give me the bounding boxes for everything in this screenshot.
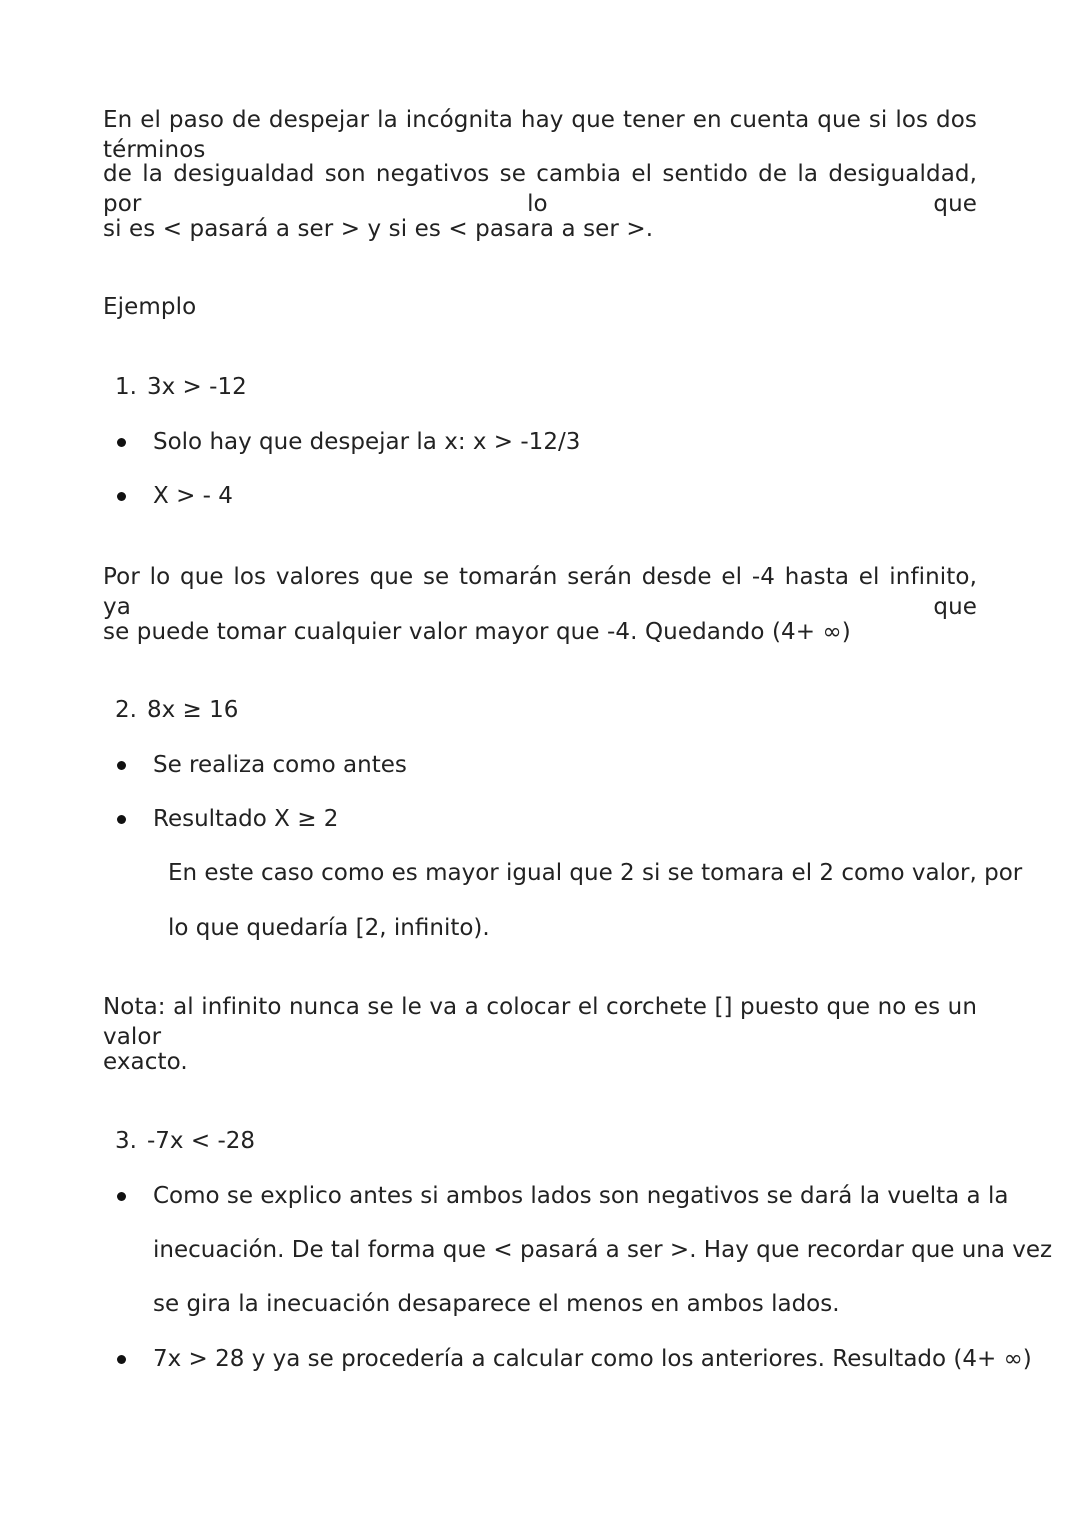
item-3-bullet-1-line-3: se gira la inecuación desaparece el menos en ambos lados. [153, 1291, 840, 1317]
note-line-2: exacto. [103, 1049, 188, 1075]
item-2-sub-line-1: En este caso como es mayor igual que 2 si se tomara el 2 como valor, por [168, 860, 1023, 886]
intro-line-2: de la desigualdad son negativos se cambia el sentido de la desigualdad, por lo que [103, 161, 977, 217]
item-1-number: 1. [115, 374, 137, 400]
bullet-dot [117, 815, 126, 824]
item-1-explanation-line-2: se puede tomar cualquier valor mayor que -4. Quedando (4+ ∞) [103, 619, 851, 645]
item-3-number: 3. [115, 1128, 137, 1154]
intro-line-3: si es < pasará a ser > y si es < pasara a ser >. [103, 216, 654, 242]
item-3-expression: -7x < -28 [147, 1128, 256, 1154]
intro-line-1: En el paso de despejar la incógnita hay que tener en cuenta que si los dos términos [103, 107, 977, 163]
item-2-number: 2. [115, 697, 137, 723]
item-2-sub-line-2: lo que quedaría [2, infinito). [168, 915, 490, 941]
item-2-expression: 8x ≥ 16 [147, 697, 239, 723]
item-3-bullet-1-line-1: Como se explico antes si ambos lados son negativos se dará la vuelta a la [153, 1183, 1009, 1209]
bullet-dot [117, 1192, 126, 1201]
item-1-expression: 3x > -12 [147, 374, 247, 400]
bullet-dot [117, 492, 126, 501]
bullet-dot [117, 1355, 126, 1364]
item-1-bullet-2: X > - 4 [153, 483, 233, 509]
item-3-bullet-1-line-2: inecuación. De tal forma que < pasará a ser >. Hay que recordar que una vez [153, 1237, 1053, 1263]
note-line-1: Nota: al infinito nunca se le va a colocar el corchete [] puesto que no es un valor [103, 994, 977, 1050]
bullet-dot [117, 438, 126, 447]
item-1-bullet-1: Solo hay que despejar la x: x > -12/3 [153, 429, 581, 455]
item-2-bullet-1: Se realiza como antes [153, 752, 407, 778]
item-2-bullet-2: Resultado X ≥ 2 [153, 806, 339, 832]
example-heading: Ejemplo [103, 294, 197, 320]
item-3-bullet-2: 7x > 28 y ya se procedería a calcular como los anteriores. Resultado (4+ ∞) [153, 1346, 1032, 1372]
bullet-dot [117, 761, 126, 770]
item-1-explanation-line-1: Por lo que los valores que se tomarán serán desde el -4 hasta el infinito, ya que [103, 564, 977, 620]
